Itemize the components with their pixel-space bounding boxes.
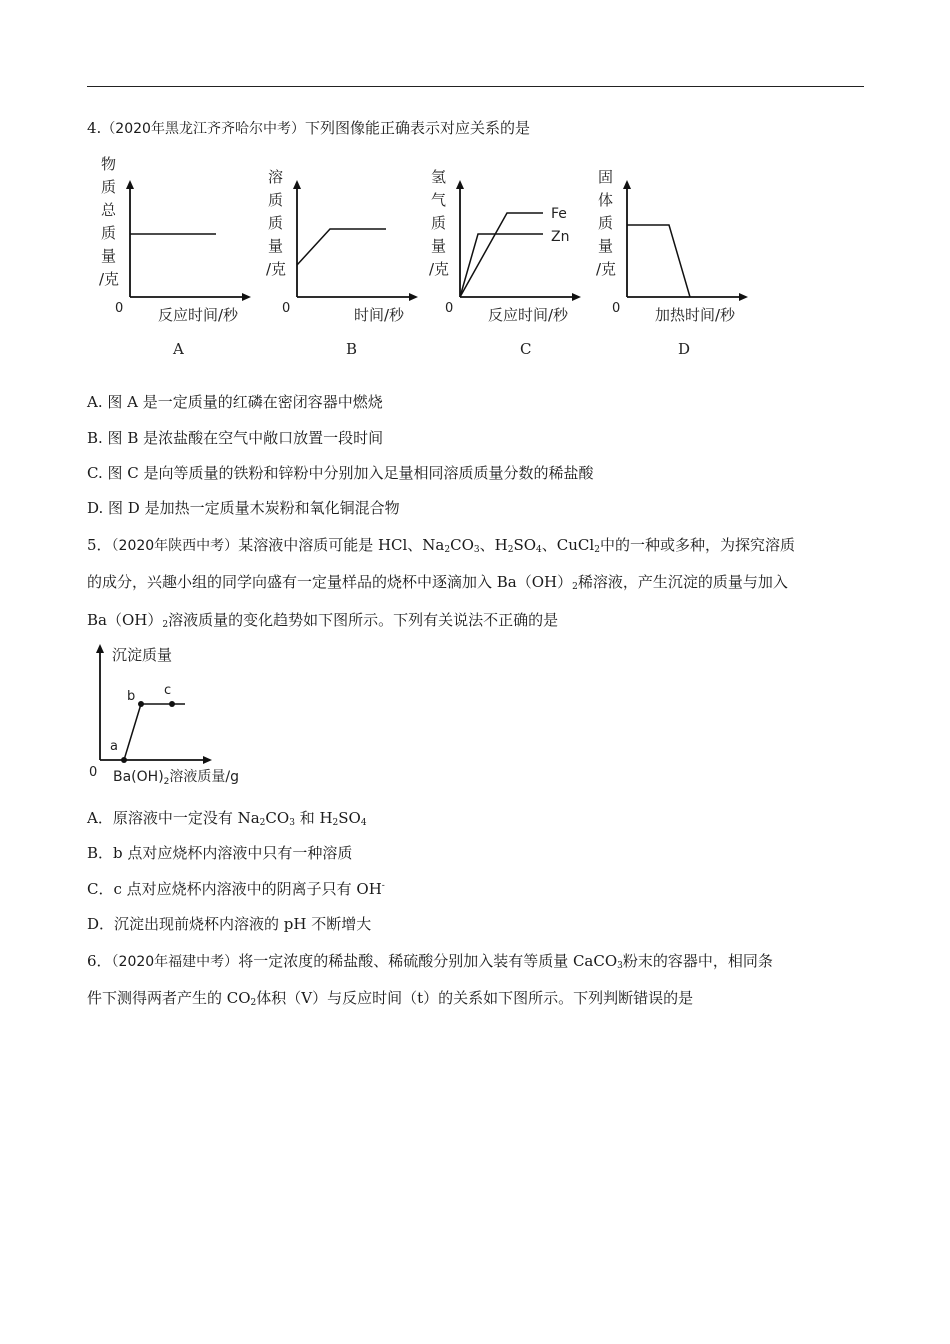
graph-d-caption: D [678, 340, 691, 358]
graph-d-curve [627, 225, 690, 297]
graph-b-caption: B [346, 340, 358, 358]
graph-b-ylabel [266, 168, 286, 278]
graph-a-origin: 0 [115, 301, 124, 316]
graph-a-y-arrow [126, 180, 134, 189]
graph-q5-label-a: a [110, 739, 118, 754]
graph-b-origin: 0 [282, 301, 291, 316]
graph-q5-xlabel: $Ba(OH)_2$溶液质量/g [113, 769, 239, 787]
svg-text:/克: /克 [99, 270, 120, 288]
graph-c-y-arrow [456, 180, 464, 189]
question-5-option-c: C．c 点对应烧杯内溶液中的阴离子只有 OH- [87, 880, 385, 898]
svg-text:体: 体 [598, 191, 614, 209]
graph-c-origin: 0 [445, 301, 454, 316]
header-rule [87, 86, 864, 87]
graph-b-curve [297, 229, 386, 265]
svg-text:固: 固 [598, 168, 614, 186]
graph-d-ylabel [596, 168, 616, 278]
graph-a-caption: A [173, 340, 184, 358]
svg-text:气: 气 [431, 191, 447, 209]
graph-q5-point-a [121, 757, 127, 763]
graph-c-ylabel [429, 168, 449, 278]
graph-d-origin: 0 [612, 301, 621, 316]
question-5-stem-line2: 的成分，兴趣小组的同学向盛有一定量样品的烧杯中逐滴加入 $Ba(OH)_2$稀溶液，产生沉淀的质量与加入 [87, 573, 788, 592]
question-5-option-d: D．沉淀出现前烧杯内溶液的 pH 不断增大 [87, 915, 372, 933]
graph-a [95, 152, 265, 362]
graph-c-legend-fe: Fe [551, 206, 567, 222]
graph-a-xlabel: 反应时间/秒 [158, 306, 239, 324]
graph-c-xlabel: 反应时间/秒 [488, 306, 569, 324]
graph-b-y-arrow [293, 180, 301, 189]
svg-text:/克: /克 [596, 260, 617, 278]
graph-b-xlabel: 时间/秒 [354, 306, 405, 324]
graph-q5-x-arrow [203, 756, 212, 764]
graph-c-x-arrow [572, 293, 581, 301]
svg-text:/克: /克 [266, 260, 287, 278]
svg-text:量: 量 [268, 237, 284, 255]
graph-c-caption: C [520, 340, 532, 358]
graph-q5-ylabel: 沉淀质量 [112, 646, 173, 664]
question-5-option-b: B．b 点对应烧杯内溶液中只有一种溶质 [87, 844, 353, 862]
question-4-option-c: C. 图 C 是向等质量的铁粉和锌粉中分别加入足量相同溶质质量分数的稀盐酸 [87, 464, 594, 482]
svg-text:质: 质 [101, 178, 117, 196]
svg-text:质: 质 [268, 191, 284, 209]
graph-q5-point-b [138, 701, 144, 707]
graph-c [425, 152, 595, 362]
question-4-stem: 4.（2020年黑龙江齐齐哈尔中考）下列图像能正确表示对应关系的是 [87, 119, 530, 137]
svg-text:质: 质 [431, 214, 447, 232]
svg-text:总: 总 [101, 201, 117, 219]
graph-d-xlabel: 加热时间/秒 [655, 306, 736, 324]
question-4-option-a: A. 图 A 是一定质量的红磷在密闭容器中燃烧 [87, 393, 383, 411]
graph-q5-label-b: b [127, 689, 136, 704]
graph-d-x-arrow [739, 293, 748, 301]
graph-q5-origin: 0 [89, 765, 98, 780]
graph-b [262, 152, 432, 362]
graph-d [592, 152, 762, 362]
graph-a-ylabel [99, 155, 119, 288]
graph-c-curve-zn [460, 234, 543, 297]
graph-c-legend-zn: Zn [551, 229, 570, 245]
svg-text:物: 物 [101, 155, 117, 173]
question-4-option-d: D. 图 D 是加热一定质量木炭粉和氧化铜混合物 [87, 499, 400, 517]
question-6-stem-line1: 6．（2020年福建中考）将一定浓度的稀盐酸、稀硫酸分别加入装有等质量 CaCO$_3$粉末的容器中，相同条 [87, 952, 773, 971]
svg-text:/克: /克 [429, 260, 450, 278]
svg-text:质: 质 [101, 224, 117, 242]
svg-text:质: 质 [598, 214, 614, 232]
graph-q5-curve [124, 704, 185, 760]
graph-b-x-arrow [409, 293, 418, 301]
question-6-stem-line2: 件下测得两者产生的 $CO_2$体积（V）与反应时间（t）的关系如下图所示。下列判断错误的是 [87, 989, 694, 1008]
graph-q5-point-c [169, 701, 175, 707]
question-4-option-b: B. 图 B 是浓盐酸在空气中敞口放置一段时间 [87, 429, 384, 447]
graph-a-x-arrow [242, 293, 251, 301]
graph-q5-y-arrow [96, 644, 104, 653]
svg-text:质: 质 [268, 214, 284, 232]
graph-q5-label-c: c [164, 683, 172, 698]
graph-d-y-arrow [623, 180, 631, 189]
question-5-stem-line3: $Ba(OH)_2$溶液质量的变化趋势如下图所示。下列有关说法不正确的是 [87, 611, 559, 630]
question-5-stem-line1: 5．（2020年陕西中考）某溶液中溶质可能是 HCl、$Na_2CO_3$、$H_2SO_4$、CuCl$_2$中的一种或多种，为探究溶质 [87, 536, 795, 555]
graph-q5 [86, 640, 286, 790]
svg-text:量: 量 [101, 247, 117, 265]
svg-text:溶: 溶 [268, 168, 284, 186]
svg-text:氢: 氢 [431, 168, 447, 186]
svg-text:量: 量 [598, 237, 614, 255]
svg-text:量: 量 [431, 237, 447, 255]
question-5-option-a: A．原溶液中一定没有 $Na_2CO_3$ 和 $H_2SO_4$ [87, 809, 367, 828]
